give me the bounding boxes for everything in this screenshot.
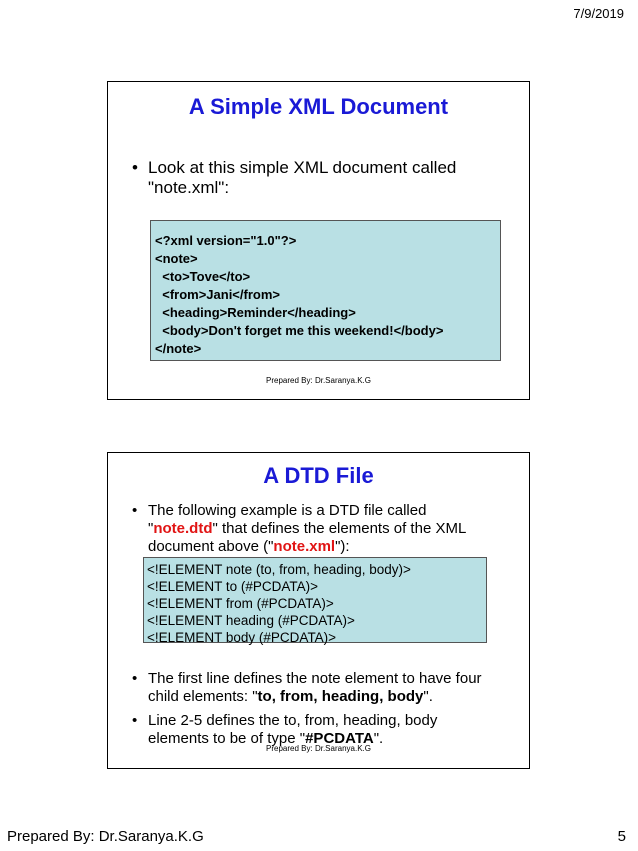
page-number: 5 [617, 828, 626, 845]
bullet-point [120, 158, 499, 198]
page-date: 7/9/2019 [573, 6, 624, 21]
slide-dtd-file [107, 452, 530, 769]
bullet-dot-icon: • [132, 158, 138, 177]
slide-title: A DTD File [263, 463, 374, 488]
dtd-code-box: <!ELEMENT note (to, from, heading, body)> <!ELEMENT to (#PCDATA)> <!ELEMENT from (#PCDATA)> <!ELEMENT heading (#PCDATA)> <!ELEMENT body (#PCDATA)> [143, 557, 487, 643]
slide-xml-document [107, 81, 530, 400]
footer-author: Prepared By: Dr.Saranya.K.G [7, 828, 204, 845]
bullet-dot-icon: • [132, 712, 138, 729]
slide-title: A Simple XML Document [188, 94, 449, 119]
bullet-text: Look at this simple XML document called "note.xml": [148, 158, 457, 197]
highlight-filename: note.dtd [153, 520, 213, 537]
slide-credit: Prepared By: Dr.Saranya.K.G [266, 744, 371, 753]
bullet-text-part: Line 2-5 defines the to, from, heading, body elements to be of type " [148, 712, 438, 747]
bullet-point [120, 502, 499, 556]
bullet-text-part: " that defines the elements of the XML document above (" [148, 520, 466, 555]
bullet-dot-icon: • [132, 502, 138, 519]
slide-credit: Prepared By: Dr.Saranya.K.G [266, 376, 371, 385]
bullet-text-part: "): [335, 538, 350, 555]
xml-code-box: <?xml version="1.0"?> <note> <to>Tove</to> <from>Jani</from> <heading>Reminder</heading> <body>Don't forget me this weekend!</body> </note> [150, 220, 501, 361]
highlight-filename: note.xml [273, 538, 336, 555]
bullet-text-part: The following example is a DTD file called " [148, 502, 427, 537]
bold-text: to, from, heading, body [257, 688, 424, 705]
bullet-point [120, 712, 499, 748]
bullet-text-part: The first line defines the note element to have four child elements: " [148, 670, 482, 705]
bullet-dot-icon: • [132, 670, 138, 687]
bullet-text-part: ". [423, 688, 433, 705]
bullet-point [120, 670, 499, 706]
bullet-text-part: ". [373, 730, 384, 747]
bold-text: #PCDATA [305, 730, 374, 747]
